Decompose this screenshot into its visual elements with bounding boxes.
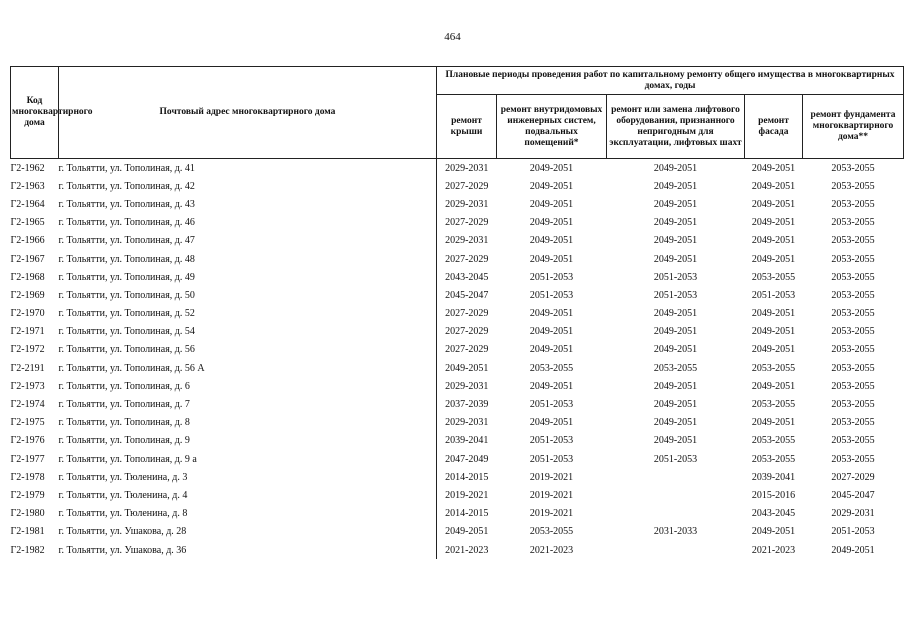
cell-elevator: 2031-2033 — [653, 526, 698, 538]
cell-foundation: 2053-2055 — [831, 180, 875, 192]
cell-foundation: 2053-2055 — [831, 453, 875, 465]
cell-elevator: 2051-2053 — [653, 271, 698, 283]
cell-roof: 2029-2031 — [437, 414, 497, 432]
cell-code: Г2-1969 — [10, 289, 45, 301]
cell-facade: 2049-2051 — [751, 380, 796, 392]
cell-elevator: 2049-2051 — [653, 162, 698, 174]
cell-foundation: 2053-2055 — [831, 235, 875, 247]
table-row — [11, 432, 904, 450]
cell-facade: 2049-2051 — [751, 344, 796, 356]
cell-facade: 2039-2041 — [751, 471, 796, 483]
cell-foundation: 2053-2055 — [831, 435, 875, 447]
cell-facade: 2053-2055 — [751, 453, 796, 465]
cell-elevator: 2049-2051 — [653, 180, 698, 192]
table-row — [11, 377, 904, 395]
cell-elevator: 2051-2053 — [653, 453, 698, 465]
cell-elevator: 2049-2051 — [653, 235, 698, 247]
cell-foundation: 2053-2055 — [831, 362, 875, 374]
cell-elevator: 2051-2053 — [653, 289, 698, 301]
cell-elevator: 2049-2051 — [653, 198, 698, 210]
cell-foundation: 2053-2055 — [831, 308, 875, 320]
cell-engineering: 2053-2055 — [529, 362, 574, 374]
cell-elevator: 2049-2051 — [653, 380, 698, 392]
cell-facade: 2053-2055 — [751, 271, 796, 283]
table-row — [11, 414, 904, 432]
cell-facade: 2053-2055 — [751, 362, 796, 374]
table-row — [11, 214, 904, 232]
cell-address: г. Тольятти, ул. Тополиная, д. 46 — [58, 217, 195, 229]
table-row — [11, 159, 904, 178]
cell-roof: 2049-2051 — [437, 359, 497, 377]
cell-foundation: 2053-2055 — [831, 344, 875, 356]
cell-engineering: 2049-2051 — [529, 217, 574, 229]
cell-roof: 2047-2049 — [437, 450, 497, 468]
cell-foundation: 2053-2055 — [831, 162, 875, 174]
cell-engineering: 2053-2055 — [529, 526, 574, 538]
cell-foundation: 2053-2055 — [831, 198, 875, 210]
cell-foundation: 2027-2029 — [831, 471, 875, 483]
cell-address: г. Тольятти, ул. Тополиная, д. 48 — [58, 253, 195, 265]
cell-roof: 2029-2031 — [437, 377, 497, 395]
cell-code: Г2-1981 — [10, 526, 45, 538]
cell-foundation: 2053-2055 — [831, 217, 875, 229]
cell-roof: 2029-2031 — [437, 195, 497, 213]
header-code: Код многоквартирного дома — [11, 67, 59, 159]
cell-code: Г2-1972 — [10, 344, 45, 356]
table-row — [11, 177, 904, 195]
cell-facade: 2049-2051 — [751, 198, 796, 210]
cell-engineering: 2021-2023 — [529, 544, 574, 556]
table-row — [11, 523, 904, 541]
cell-engineering: 2051-2053 — [529, 399, 574, 411]
cell-elevator: 2049-2051 — [653, 217, 698, 229]
cell-elevator: 2049-2051 — [653, 344, 698, 356]
cell-roof: 2045-2047 — [437, 286, 497, 304]
cell-code: Г2-1967 — [10, 253, 45, 265]
cell-roof: 2014-2015 — [437, 505, 497, 523]
cell-roof: 2029-2031 — [437, 159, 497, 178]
table-row — [11, 450, 904, 468]
cell-roof: 2027-2029 — [437, 341, 497, 359]
cell-address: г. Тольятти, ул. Тюленина, д. 3 — [58, 471, 188, 483]
table-row — [11, 341, 904, 359]
header-foundation: ремонт фундамента многоквартирного дома** — [803, 95, 904, 159]
cell-roof: 2014-2015 — [437, 468, 497, 486]
header-periods-group: Плановые периоды проведения работ по капитальному ремонту общего имущества в многоквартирных домах, годы — [437, 67, 904, 95]
cell-engineering: 2049-2051 — [529, 235, 574, 247]
cell-address: г. Тольятти, ул. Тополиная, д. 9 — [58, 435, 190, 447]
cell-engineering: 2049-2051 — [529, 162, 574, 174]
cell-code: Г2-1963 — [10, 180, 45, 192]
cell-address: г. Тольятти, ул. Тополиная, д. 6 — [58, 380, 190, 392]
cell-address: г. Тольятти, ул. Тополиная, д. 7 — [58, 399, 190, 411]
cell-engineering: 2019-2021 — [529, 508, 574, 520]
cell-roof: 2019-2021 — [437, 486, 497, 504]
table-row — [11, 268, 904, 286]
cell-foundation: 2053-2055 — [831, 417, 875, 429]
cell-facade: 2043-2045 — [751, 508, 796, 520]
header-facade: ремонт фасада — [745, 95, 803, 159]
cell-code: Г2-1982 — [10, 544, 45, 556]
table-row — [11, 250, 904, 268]
cell-code: Г2-1966 — [10, 235, 45, 247]
cell-engineering: 2049-2051 — [529, 326, 574, 338]
header-address: Почтовый адрес многоквартирного дома — [59, 67, 437, 159]
cell-engineering: 2049-2051 — [529, 344, 574, 356]
table-row — [11, 286, 904, 304]
cell-facade: 2049-2051 — [751, 326, 796, 338]
table-row — [11, 505, 904, 523]
cell-foundation: 2053-2055 — [831, 380, 875, 392]
cell-address: г. Тольятти, ул. Тополиная, д. 41 — [58, 162, 195, 174]
table-row — [11, 232, 904, 250]
cell-roof: 2027-2029 — [437, 177, 497, 195]
cell-elevator: 2049-2051 — [653, 435, 698, 447]
cell-facade: 2049-2051 — [751, 308, 796, 320]
cell-roof: 2027-2029 — [437, 305, 497, 323]
cell-elevator — [607, 541, 745, 559]
cell-foundation: 2029-2031 — [831, 508, 875, 520]
cell-roof: 2039-2041 — [437, 432, 497, 450]
table-row — [11, 395, 904, 413]
cell-foundation: 2053-2055 — [831, 253, 875, 265]
cell-code: Г2-1978 — [10, 471, 45, 483]
cell-address: г. Тольятти, ул. Ушакова, д. 28 — [58, 526, 187, 538]
cell-code: Г2-1965 — [10, 217, 45, 229]
table-header — [11, 67, 904, 159]
cell-engineering: 2049-2051 — [529, 417, 574, 429]
header-roof: ремонт крыши — [437, 95, 497, 159]
cell-roof: 2027-2029 — [437, 250, 497, 268]
cell-facade: 2051-2053 — [751, 289, 796, 301]
cell-elevator: 2049-2051 — [653, 417, 698, 429]
cell-address: г. Тольятти, ул. Тополиная, д. 8 — [58, 417, 190, 429]
cell-engineering: 2049-2051 — [529, 380, 574, 392]
header-engineering: ремонт внутридомовых инженерных систем, подвальных помещений* — [497, 95, 607, 159]
cell-foundation: 2053-2055 — [831, 271, 875, 283]
table-body — [11, 159, 904, 560]
cell-address: г. Тольятти, ул. Тополиная, д. 52 — [58, 308, 195, 320]
cell-code: Г2-1980 — [10, 508, 45, 520]
cell-engineering: 2049-2051 — [529, 198, 574, 210]
cell-foundation: 2053-2055 — [831, 326, 875, 338]
cell-code: Г2-1971 — [10, 326, 45, 338]
cell-foundation: 2053-2055 — [831, 289, 875, 301]
cell-elevator: 2049-2051 — [653, 399, 698, 411]
cell-code: Г2-1973 — [10, 380, 45, 392]
cell-address: г. Тольятти, ул. Тюленина, д. 8 — [58, 508, 188, 520]
cell-engineering: 2019-2021 — [529, 489, 574, 501]
cell-elevator: 2053-2055 — [653, 362, 698, 374]
table-row — [11, 323, 904, 341]
cell-code: Г2-1975 — [10, 417, 45, 429]
table-row — [11, 486, 904, 504]
cell-elevator: 2049-2051 — [653, 326, 698, 338]
cell-engineering: 2049-2051 — [529, 253, 574, 265]
cell-elevator — [607, 468, 745, 486]
cell-facade: 2049-2051 — [751, 180, 796, 192]
cell-address: г. Тольятти, ул. Тополиная, д. 54 — [58, 326, 195, 338]
cell-elevator — [607, 486, 745, 504]
cell-address: г. Тольятти, ул. Тополиная, д. 9 а — [58, 453, 197, 465]
page-number: 464 — [444, 31, 461, 43]
cell-engineering: 2019-2021 — [529, 471, 574, 483]
cell-foundation: 2049-2051 — [831, 544, 875, 556]
cell-address: г. Тольятти, ул. Тополиная, д. 49 — [58, 271, 195, 283]
cell-engineering: 2051-2053 — [529, 435, 574, 447]
cell-facade: 2049-2051 — [751, 217, 796, 229]
cell-code: Г2-1970 — [10, 308, 45, 320]
cell-code: Г2-1962 — [10, 162, 45, 174]
header-elevator: ремонт или замена лифтового оборудования, признанного непригодным для эксплуатации, лифтовых шахт — [607, 95, 745, 159]
cell-engineering: 2049-2051 — [529, 308, 574, 320]
cell-elevator: 2049-2051 — [653, 308, 698, 320]
cell-roof: 2021-2023 — [437, 541, 497, 559]
cell-address: г. Тольятти, ул. Тополиная, д. 42 — [58, 180, 195, 192]
cell-facade: 2049-2051 — [751, 526, 796, 538]
cell-code: Г2-1964 — [10, 198, 45, 210]
cell-roof: 2037-2039 — [437, 395, 497, 413]
table-row — [11, 305, 904, 323]
cell-facade: 2053-2055 — [751, 435, 796, 447]
cell-address: г. Тольятти, ул. Тополиная, д. 47 — [58, 235, 195, 247]
cell-address: г. Тольятти, ул. Тюленина, д. 4 — [58, 489, 188, 501]
cell-elevator: 2049-2051 — [653, 253, 698, 265]
cell-address: г. Тольятти, ул. Тополиная, д. 56 — [58, 344, 195, 356]
cell-code: Г2-1979 — [10, 489, 45, 501]
cell-address: г. Тольятти, ул. Тополиная, д. 56 А — [58, 362, 205, 374]
cell-roof: 2043-2045 — [437, 268, 497, 286]
cell-facade: 2021-2023 — [751, 544, 796, 556]
cell-facade: 2049-2051 — [751, 417, 796, 429]
cell-code: Г2-1968 — [10, 271, 45, 283]
cell-code: Г2-1976 — [10, 435, 45, 447]
cell-engineering: 2051-2053 — [529, 453, 574, 465]
cell-roof: 2027-2029 — [437, 214, 497, 232]
cell-engineering: 2051-2053 — [529, 289, 574, 301]
table-row — [11, 541, 904, 559]
cell-roof: 2049-2051 — [437, 523, 497, 541]
cell-facade: 2015-2016 — [751, 489, 796, 501]
cell-foundation: 2051-2053 — [831, 526, 875, 538]
cell-engineering: 2051-2053 — [529, 271, 574, 283]
cell-address: г. Тольятти, ул. Тополиная, д. 50 — [58, 289, 195, 301]
table-row — [11, 468, 904, 486]
cell-facade: 2049-2051 — [751, 253, 796, 265]
cell-code: Г2-2191 — [10, 362, 45, 374]
cell-facade: 2049-2051 — [751, 235, 796, 247]
cell-foundation: 2045-2047 — [831, 489, 875, 501]
cell-roof: 2027-2029 — [437, 323, 497, 341]
cell-roof: 2029-2031 — [437, 232, 497, 250]
cell-foundation: 2053-2055 — [831, 399, 875, 411]
cell-address: г. Тольятти, ул. Ушакова, д. 36 — [58, 544, 187, 556]
cell-facade: 2053-2055 — [751, 399, 796, 411]
cell-facade: 2049-2051 — [751, 162, 796, 174]
cell-elevator — [607, 505, 745, 523]
cell-engineering: 2049-2051 — [529, 180, 574, 192]
capital-repair-table — [10, 66, 904, 559]
cell-address: г. Тольятти, ул. Тополиная, д. 43 — [58, 198, 195, 210]
table-row — [11, 359, 904, 377]
cell-code: Г2-1977 — [10, 453, 45, 465]
cell-code: Г2-1974 — [10, 399, 45, 411]
table-row — [11, 195, 904, 213]
